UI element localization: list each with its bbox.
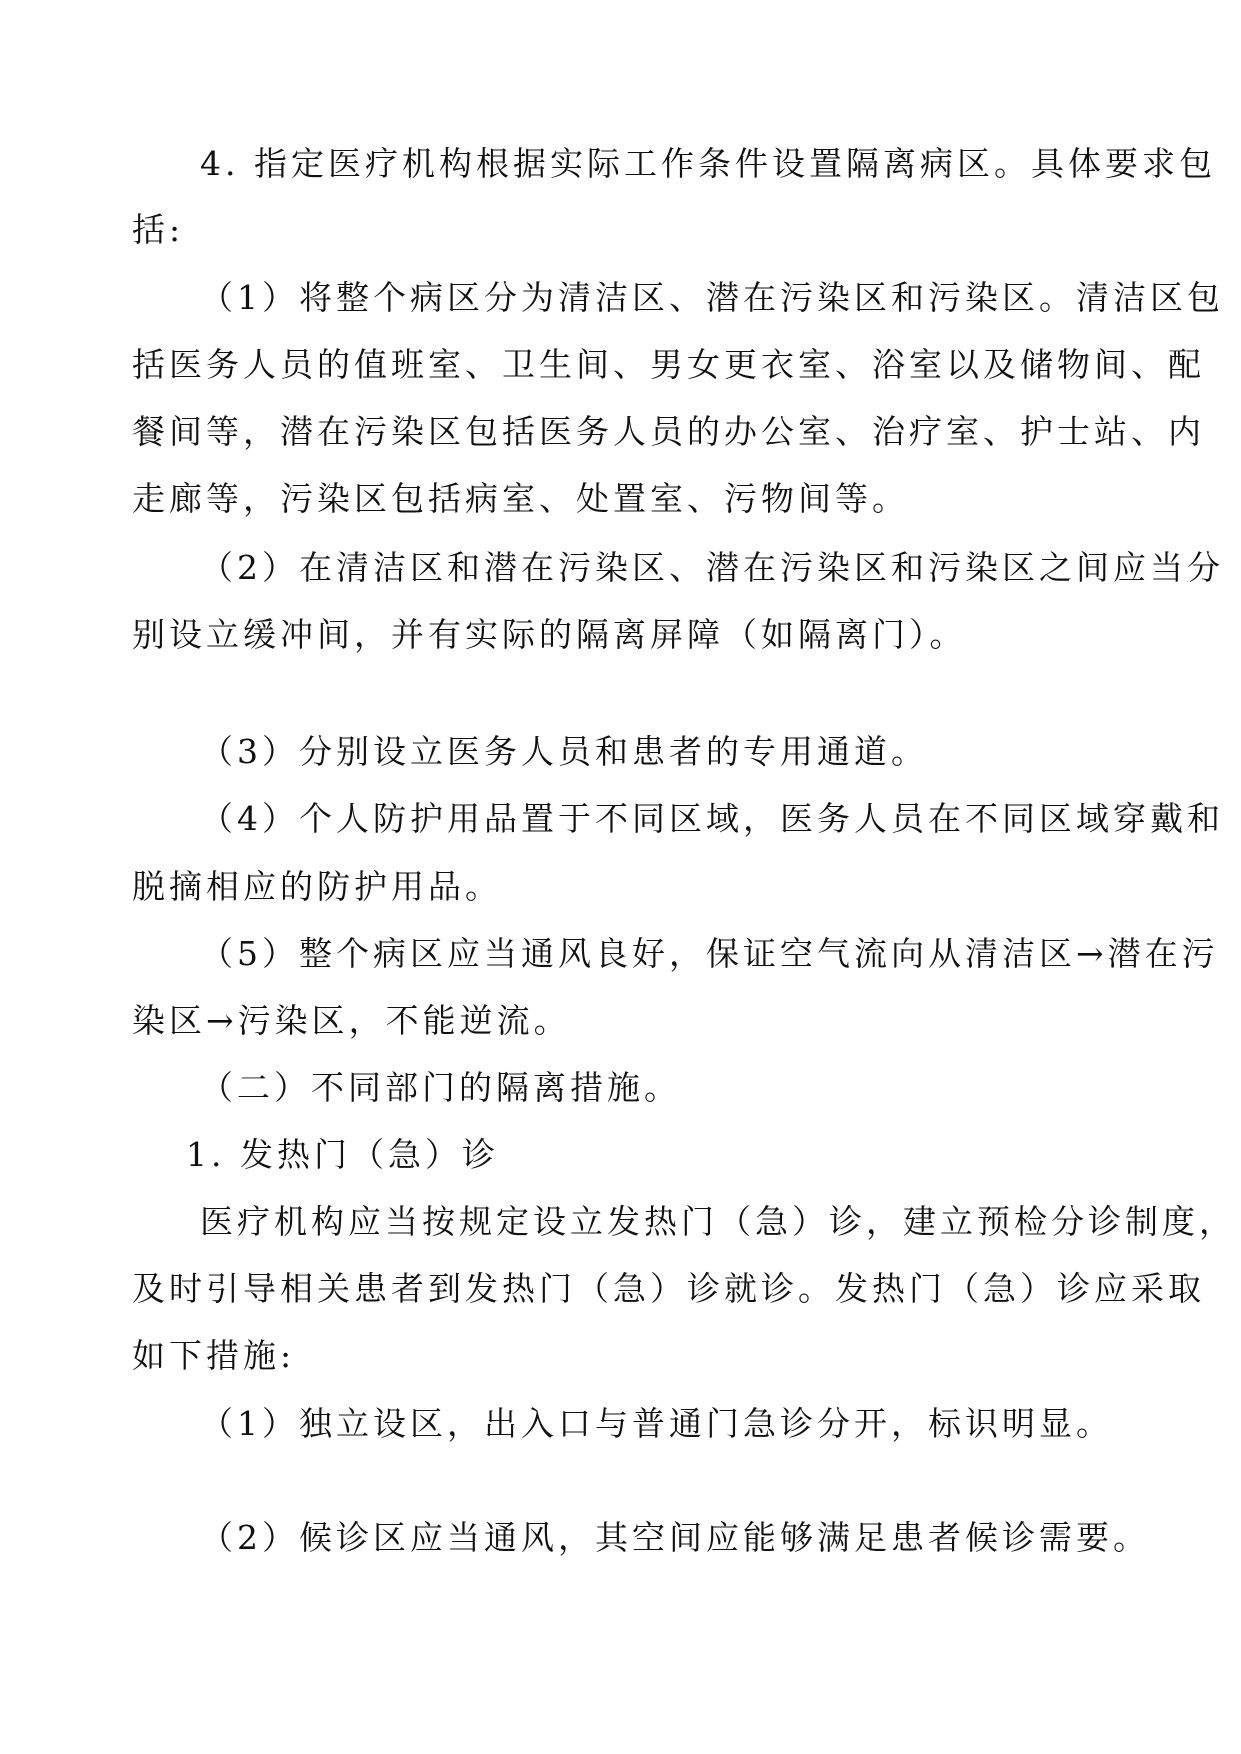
paragraph-line: 及时引导相关患者到发热门（急）诊就诊。发热门（急）诊应采取 bbox=[132, 1269, 1205, 1308]
paragraph-line: 别设立缓冲间，并有实际的隔离屏障（如隔离门）。 bbox=[132, 615, 967, 654]
paragraph-line-item-3: （3）分别设立医务人员和患者的专用通道。 bbox=[200, 732, 928, 771]
paragraph-line: 医疗机构应当按规定设立发热门（急）诊，建立预检分诊制度， bbox=[200, 1202, 1236, 1241]
paragraph-line-item-1: （1）将整个病区分为清洁区、潜在污染区和污染区。清洁区包 bbox=[200, 278, 1224, 317]
paragraph-line: 括医务人员的值班室、卫生间、男女更衣室、浴室以及储物间、配 bbox=[132, 345, 1205, 384]
subsection-heading: 1. 发热门（急）诊 bbox=[186, 1135, 499, 1174]
paragraph-line-item-4: （4）个人防护用品置于不同区域，医务人员在不同区域穿戴和 bbox=[200, 799, 1224, 838]
paragraph-line: 染区→污染区，不能逆流。 bbox=[132, 1001, 571, 1040]
paragraph-line-item-4: 4. 指定医疗机构根据实际工作条件设置隔离病区。具体要求包 bbox=[200, 144, 1216, 183]
section-heading: （二）不同部门的隔离措施。 bbox=[200, 1068, 681, 1107]
paragraph-line-item-2: （2）候诊区应当通风，其空间应能够满足患者候诊需要。 bbox=[200, 1518, 1150, 1557]
paragraph-line-item-5: （5）整个病区应当通风良好，保证空气流向从清洁区→潜在污 bbox=[200, 934, 1219, 973]
paragraph-line: 餐间等，潜在污染区包括医务人员的办公室、治疗室、护士站、内 bbox=[132, 412, 1205, 451]
paragraph-line: 走廊等，污染区包括病室、处置室、污物间等。 bbox=[132, 479, 909, 518]
paragraph-line: 脱摘相应的防护用品。 bbox=[132, 867, 502, 906]
paragraph-line-item-2: （2）在清洁区和潜在污染区、潜在污染区和污染区之间应当分 bbox=[200, 548, 1224, 587]
paragraph-line: 如下措施: bbox=[132, 1336, 296, 1375]
paragraph-line: 括: bbox=[132, 210, 185, 249]
paragraph-line-item-1: （1）独立设区，出入口与普通门急诊分开，标识明显。 bbox=[200, 1404, 1113, 1443]
